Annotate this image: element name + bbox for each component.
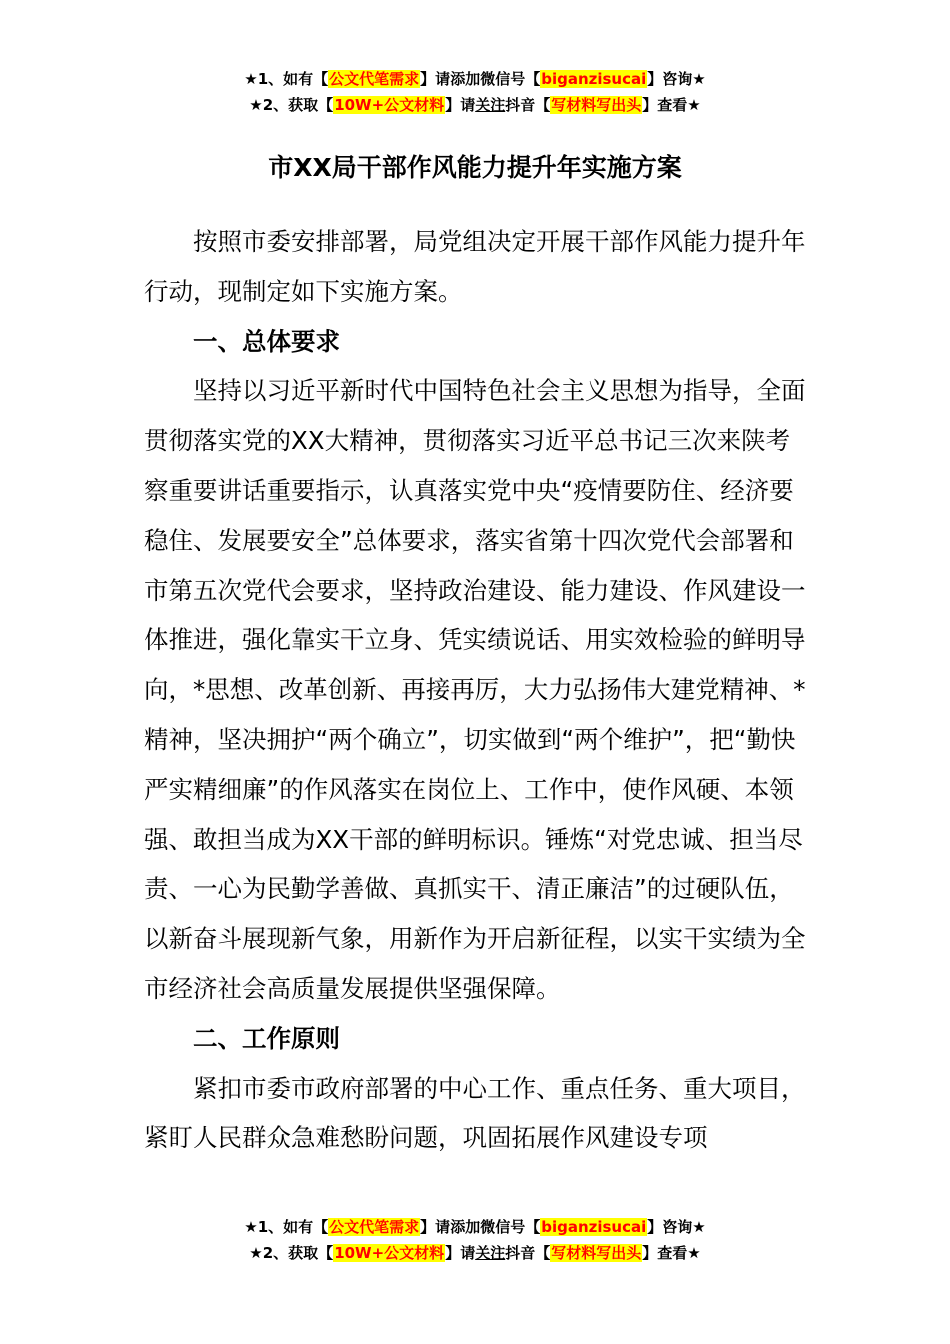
promo-text: 微信号【 [480,70,541,88]
document-title: 市XX局干部作风能力提升年实施方案 [268,153,682,182]
promo-text: 】咨询★ [647,70,706,88]
promo-emphasis: 添加 [450,70,481,88]
footer-promo-banner [0,1214,950,1266]
promo-highlight: 10W+公文材料 [334,96,445,114]
work-principles-paragraph: 紧扣市委市政府部署的中心工作、重点任务、重大项目，紧盯人民群众急难愁盼问题，巩固拓展作风建设专项 [144,1073,806,1153]
section-heading-general-requirements: 一、总体要求 [193,326,340,356]
promo-highlight: biganzisucai [541,1218,647,1236]
promo-text: 微信号【 [480,1218,541,1236]
promo-highlight: 写材料写出头 [551,1244,642,1262]
promo-highlight: 公文代笔需求 [329,70,420,88]
document-body [144,217,806,1163]
promo-line-1 [0,66,950,92]
promo-emphasis: 关注 [475,1244,506,1262]
promo-text: 】查看★ [642,96,701,114]
promo-text: 抖音【 [505,96,551,114]
promo-line-2 [0,92,950,118]
promo-emphasis: 关注 [475,96,506,114]
promo-highlight: 写材料写出头 [551,96,642,114]
promo-text: ★2、获取【 [249,96,334,114]
general-requirements-paragraph: 坚持以习近平新时代中国特色社会主义思想为指导，全面贯彻落实党的XX大精神，贯彻落实习近平总书记三次来陕考察重要讲话重要指示，认真落实党中央“疫情要防住、经济要稳住、发展要安全”总体要求，落实省第十四次党代会部署和市第五次党代会要求，坚持政治建设、能力建设、作风建设一体推进，强化靠实干立身、凭实绩说话、用实效检验的鲜明导向，*思想、改革创新、再接再厉，大力弘扬伟大建党精神、*精神，坚决拥护“两个确立”，切实做到“两个维护”，把“勤快严实精细廉”的作风落实在岗位上、工作中，使作风硬、本领强、敢担当成为XX干部的鲜明标识。锤炼“对党忠诚、担当尽责、一心为民勤学善做、真抓实干、清正廉洁”的过硬队伍，以新奋斗展现新气象，用新作为开启新征程，以实干实绩为全市经济社会高质量发展提供坚强保障。 [144,376,806,1003]
promo-text: 】请 [420,1218,451,1236]
promo-text: 】请 [445,1244,476,1262]
promo-text: 】咨询★ [647,1218,706,1236]
promo-text: ★1、如有【 [244,70,329,88]
header-promo-banner [0,66,950,118]
promo-text: ★2、获取【 [249,1244,334,1262]
promo-line-1 [0,1214,950,1240]
promo-text: 】查看★ [642,1244,701,1262]
promo-text: ★1、如有【 [244,1218,329,1236]
promo-line-2 [0,1240,950,1266]
promo-emphasis: 添加 [450,1218,481,1236]
promo-highlight: 10W+公文材料 [334,1244,445,1262]
promo-text: 】请 [420,70,451,88]
promo-highlight: 公文代笔需求 [329,1218,420,1236]
promo-text: 抖音【 [505,1244,551,1262]
promo-highlight: biganzisucai [541,70,647,88]
intro-paragraph: 按照市委安排部署，局党组决定开展干部作风能力提升年行动，现制定如下实施方案。 [144,227,806,306]
section-heading-work-principles: 二、工作原则 [193,1023,340,1053]
promo-text: 】请 [445,96,476,114]
